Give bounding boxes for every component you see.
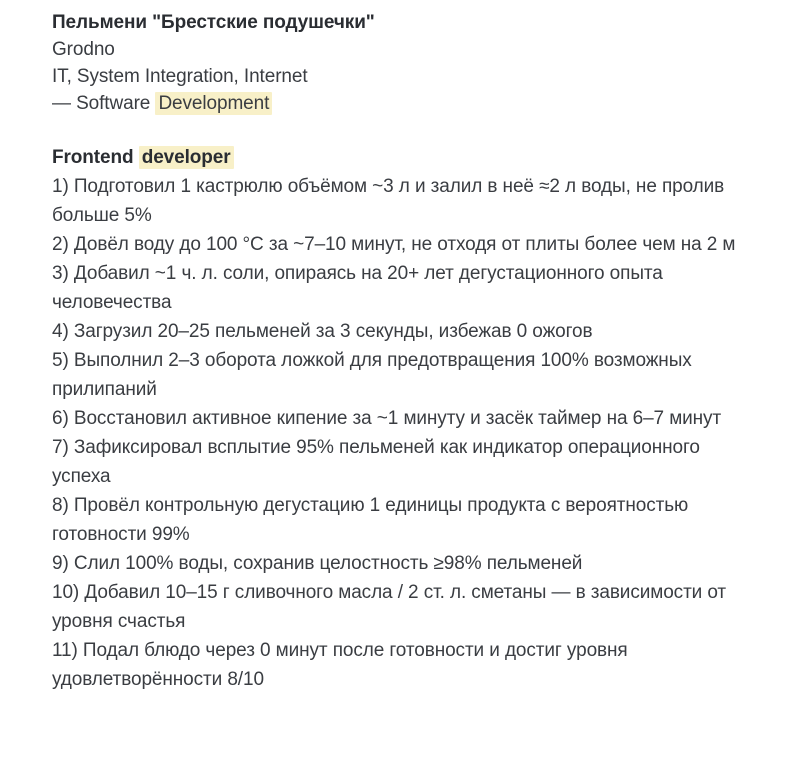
- company-industry: IT, System Integration, Internet: [52, 66, 308, 87]
- achievement-item-4: 4) Загрузил 20–25 пельменей за 3 секунды, избежав 0 ожогов: [52, 321, 593, 342]
- division-highlighted-text: Development: [155, 92, 272, 115]
- achievement-item-9: 9) Слил 100% воды, сохранив целостность ≥98% пельменей: [52, 553, 583, 574]
- achievement-item-6: 6) Восстановил активное кипение за ~1 минуту и засёк таймер на 6–7 минут: [52, 408, 722, 429]
- role-title-prefix: Frontend: [52, 147, 139, 168]
- division-prefix: — Software: [52, 93, 156, 114]
- achievement-item-11: 11) Подал блюдо через 0 минут после готовности и достиг уровня удовлетворённости 8/10: [52, 640, 628, 690]
- achievement-item-3: 3) Добавил ~1 ч. л. соли, опираясь на 20+ лет дегустационного опыта человечества: [52, 263, 663, 313]
- company-division: [52, 90, 744, 117]
- vacancy-text-block: [52, 9, 744, 694]
- achievement-item-10: 10) Добавил 10–15 г сливочного масла / 2 ст. л. сметаны — в зависимости от уровня счастья: [52, 582, 727, 632]
- achievement-item-7: 7) Зафиксировал всплытие 95% пельменей как индикатор операционного успеха: [52, 437, 700, 487]
- achievement-item-1: 1) Подготовил 1 кастрюлю объёмом ~3 л и залил в неё ≈2 л воды, не пролив больше 5%: [52, 176, 725, 226]
- achievement-item-2: 2) Довёл воду до 100 °C за ~7–10 минут, не отходя от плиты более чем на 2 м: [52, 234, 736, 255]
- company-name: Пельмени "Брестские подушечки": [52, 12, 375, 33]
- company-location: Grodno: [52, 39, 115, 60]
- achievements-list: [52, 172, 744, 694]
- achievement-item-5: 5) Выполнил 2–3 оборота ложкой для предотвращения 100% возможных прилипаний: [52, 350, 692, 400]
- role-highlighted-text: developer: [139, 146, 234, 169]
- achievement-item-8: 8) Провёл контрольную дегустацию 1 единицы продукта с вероятностью готовности 99%: [52, 495, 689, 545]
- role-title: [52, 143, 744, 172]
